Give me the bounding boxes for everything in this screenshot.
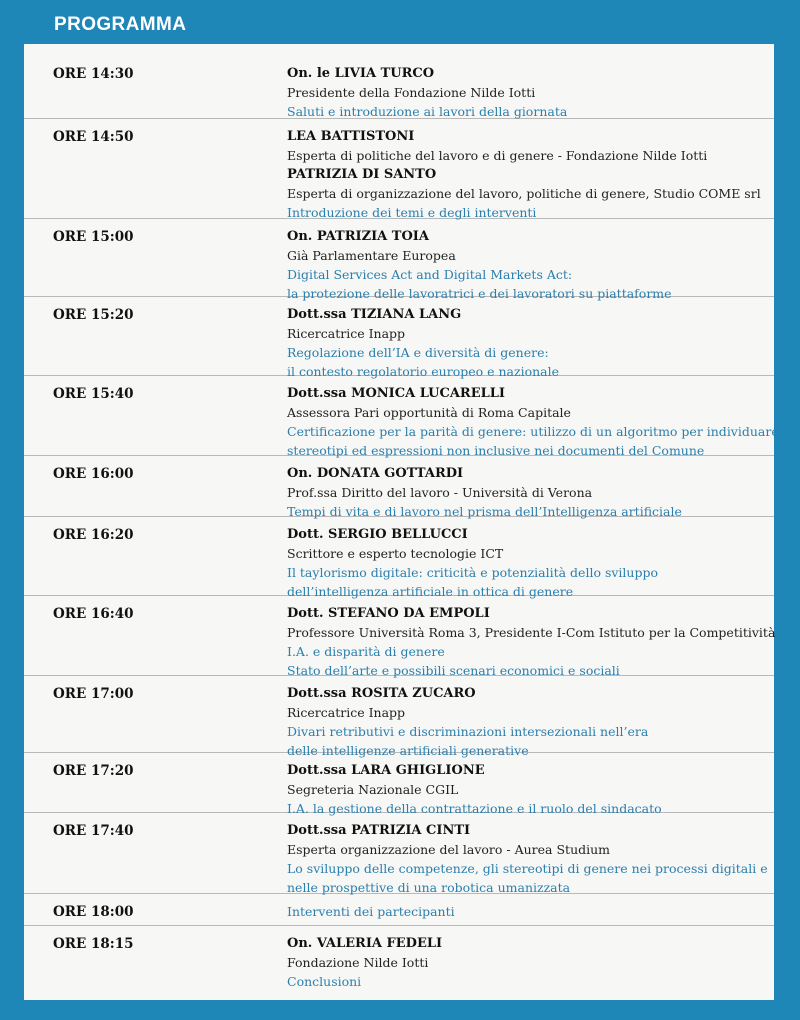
session-content — [287, 684, 767, 760]
session-row — [24, 517, 774, 599]
session-time: ORE 16:00 — [53, 466, 134, 482]
session-time: ORE 17:00 — [53, 686, 134, 702]
talk-topic: Conclusioni — [287, 974, 362, 989]
session-row — [24, 376, 779, 458]
speaker-role: Segreteria Nazionale CGIL — [287, 782, 459, 797]
session-time: ORE 14:50 — [53, 129, 134, 145]
speaker-name: LEA BATTISTONI — [287, 129, 415, 144]
session-time: ORE 18:15 — [53, 936, 134, 952]
session-row — [24, 297, 774, 379]
talk-topic: Regolazione dell’IA e diversità di genere: — [287, 345, 549, 360]
speaker-role: Esperta di organizzazione del lavoro, politiche di genere, Studio COME srl — [287, 186, 761, 201]
session-content — [287, 127, 767, 222]
talk-topic: delle intelligenze artificiali generative — [287, 743, 529, 758]
talk-topic: Certificazione per la parità di genere: utilizzo di un algoritmo per individuare — [287, 424, 779, 439]
talk-topic: Interventi dei partecipanti — [287, 904, 455, 919]
talk-topic: Digital Services Act and Digital Markets Act: — [287, 267, 573, 282]
speaker-name: On. VALERIA FEDELI — [287, 936, 443, 951]
speaker-role: Ricercatrice Inapp — [287, 705, 406, 720]
session-content — [287, 464, 767, 521]
speaker-role: Assessora Pari opportunità di Roma Capitale — [287, 405, 571, 420]
page-title: PROGRAMMA — [54, 14, 187, 35]
session-row — [24, 926, 774, 1000]
session-content — [287, 821, 767, 897]
session-row — [24, 894, 774, 926]
session-content — [287, 384, 779, 460]
talk-topic: Il taylorismo digitale: criticità e potenzialità dello sviluppo — [287, 565, 659, 580]
session-time: ORE 16:40 — [53, 606, 134, 622]
session-content — [287, 525, 767, 601]
talk-topic: Stato dell’arte e possibili scenari economici e sociali — [287, 663, 620, 678]
session-content — [287, 305, 767, 381]
session-content — [287, 604, 776, 680]
speaker-role: Già Parlamentare Europea — [287, 248, 456, 263]
session-time: ORE 15:20 — [53, 307, 134, 323]
talk-topic: stereotipi ed espressioni non inclusive nei documenti del Comune — [287, 443, 705, 458]
talk-topic: la protezione delle lavoratrici e dei lavoratori su piattaforme — [287, 286, 672, 301]
speaker-role: Esperta di politiche del lavoro e di genere - Fondazione Nilde Iotti — [287, 148, 708, 163]
programme-panel — [24, 44, 779, 1000]
speaker-name: Dott.ssa LARA GHIGLIONE — [287, 763, 485, 778]
speaker-name: On. le LIVIA TURCO — [287, 66, 435, 81]
speaker-name: Dott.ssa TIZIANA LANG — [287, 307, 462, 322]
session-row — [24, 56, 774, 119]
speaker-role: Prof.ssa Diritto del lavoro - Università di Verona — [287, 485, 593, 500]
session-row — [24, 813, 774, 894]
session-time: ORE 16:20 — [53, 527, 134, 543]
speaker-role: Esperta organizzazione del lavoro - Aurea Studium — [287, 842, 611, 857]
session-row — [24, 596, 774, 676]
talk-topic: nelle prospettive di una robotica umanizzata — [287, 880, 571, 895]
talk-topic: dell’intelligenza artificiale in ottica di genere — [287, 584, 574, 599]
speaker-name: Dott.ssa MONICA LUCARELLI — [287, 386, 505, 401]
speaker-name: Dott.ssa ROSITA ZUCARO — [287, 686, 476, 701]
speaker-name: Dott. STEFANO DA EMPOLI — [287, 606, 490, 621]
session-time: ORE 15:40 — [53, 386, 134, 402]
talk-topic: Divari retributivi e discriminazioni intersezionali nell’era — [287, 724, 649, 739]
talk-topic: I.A. e disparità di genere — [287, 644, 445, 659]
session-time: ORE 17:20 — [53, 763, 134, 779]
talk-topic: Lo sviluppo delle competenze, gli stereotipi di genere nei processi digitali e — [287, 861, 768, 876]
session-time: ORE 17:40 — [53, 823, 134, 839]
talk-topic: Saluti e introduzione ai lavori della giornata — [287, 104, 568, 119]
session-time: ORE 15:00 — [53, 229, 134, 245]
talk-topic: il contesto regolatorio europeo e nazionale — [287, 364, 560, 379]
talk-topic: Tempi di vita e di lavoro nel prisma dell’Intelligenza artificiale — [287, 504, 682, 519]
session-row — [24, 119, 774, 219]
session-row — [24, 753, 774, 816]
session-row — [24, 219, 774, 301]
speaker-role: Presidente della Fondazione Nilde Iotti — [287, 85, 536, 100]
session-time: ORE 14:30 — [53, 66, 134, 82]
speaker-name: Dott. SERGIO BELLUCCI — [287, 527, 468, 542]
session-row — [24, 456, 774, 517]
session-content — [287, 934, 767, 991]
session-content — [287, 902, 767, 921]
session-row — [24, 676, 774, 758]
speaker-role: Ricercatrice Inapp — [287, 326, 406, 341]
speaker-name: On. PATRIZIA TOIA — [287, 229, 429, 244]
speaker-role: Fondazione Nilde Iotti — [287, 955, 429, 970]
speaker-name: PATRIZIA DI SANTO — [287, 167, 437, 182]
session-content — [287, 761, 767, 818]
session-content — [287, 227, 767, 303]
speaker-role: Scrittore e esperto tecnologie ICT — [287, 546, 504, 561]
speaker-name: Dott.ssa PATRIZIA CINTI — [287, 823, 471, 838]
speaker-role: Professore Università Roma 3, Presidente I-Com Istituto per la Competitività — [287, 625, 776, 640]
session-time: ORE 18:00 — [53, 904, 134, 920]
session-content — [287, 64, 767, 121]
header-bar — [0, 0, 800, 44]
talk-topic: Introduzione dei temi e degli interventi — [287, 205, 537, 220]
talk-topic: I.A. la gestione della contrattazione e il ruolo del sindacato — [287, 801, 662, 816]
speaker-name: On. DONATA GOTTARDI — [287, 466, 464, 481]
